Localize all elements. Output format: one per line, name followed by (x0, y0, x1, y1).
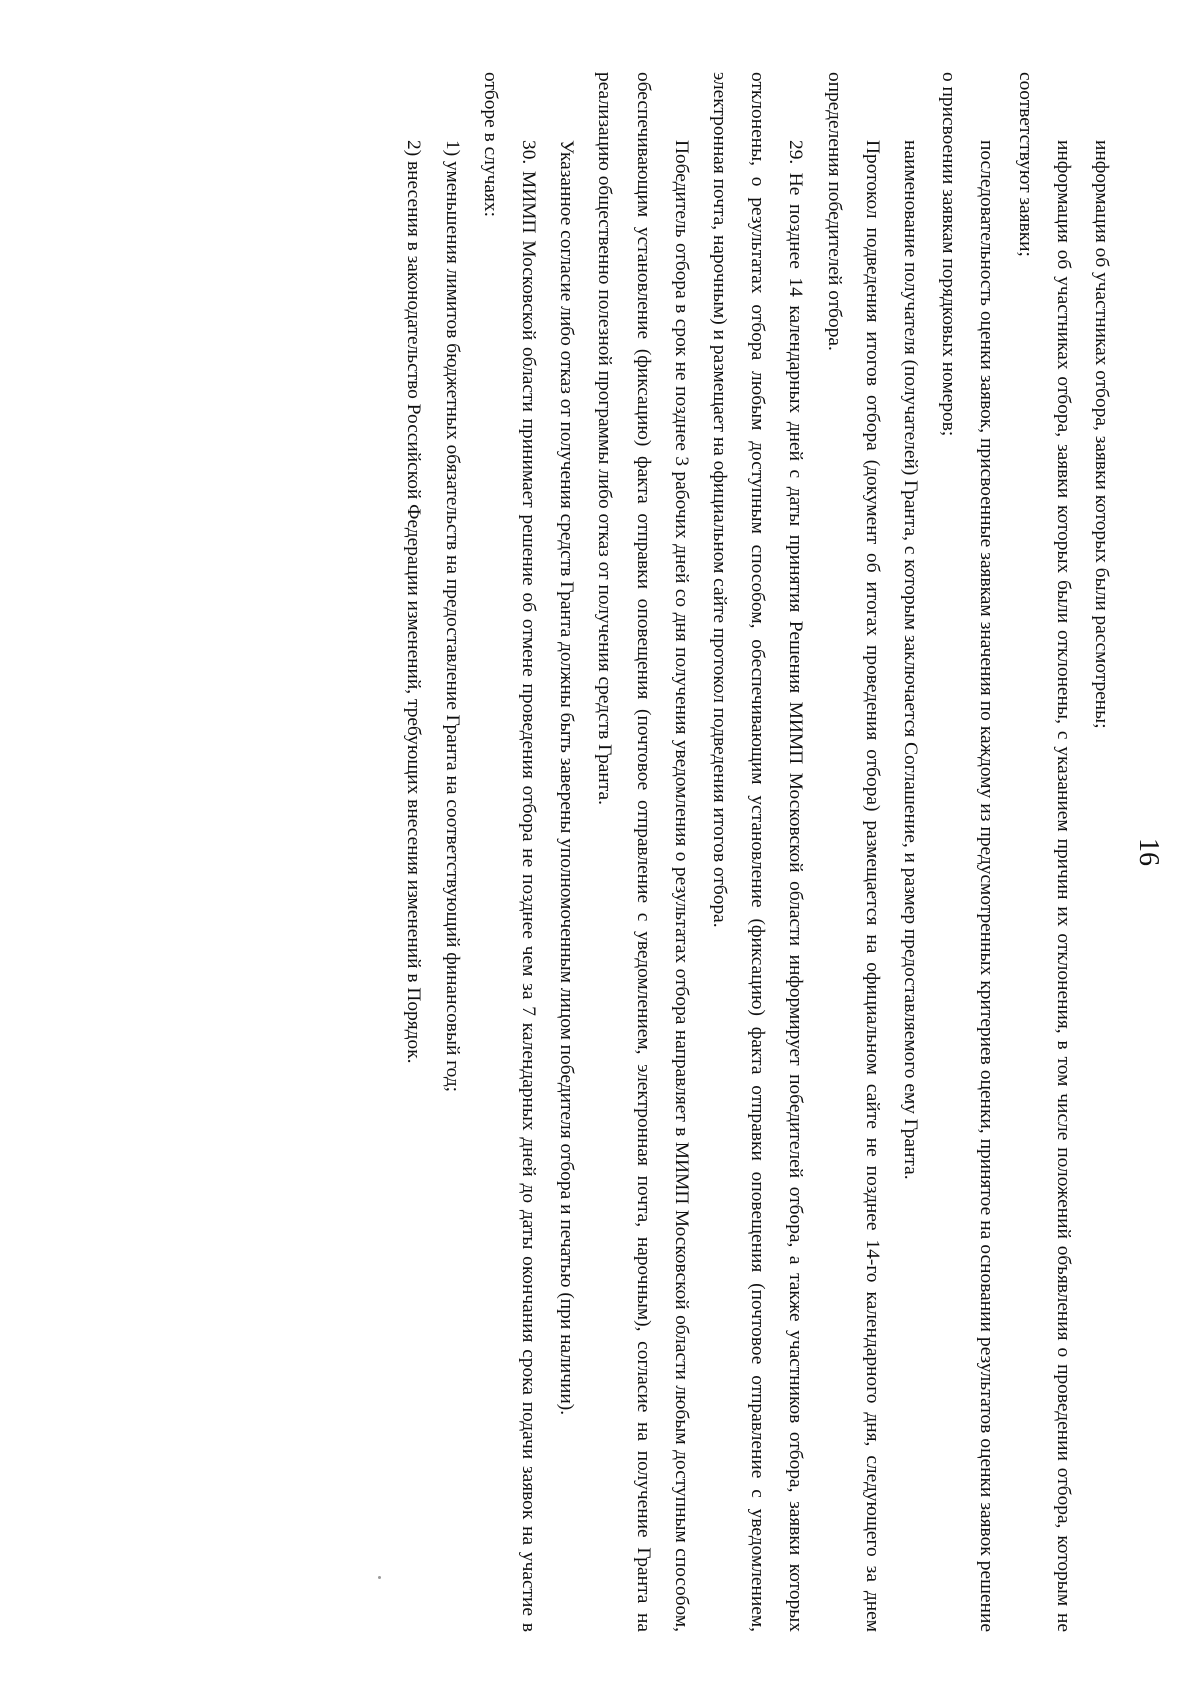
page-number: 16 (1133, 838, 1164, 866)
document-body (394, 72, 1120, 1632)
paragraph-participants-considered: информация об участниках отбора, заявки которых были рассмотрены; (1091, 140, 1112, 729)
paragraph-winner-consent: Победитель отбора в срок не позднее 3 рабочих дней со дня получения уведомления о результатах отбора направляет в МИМП Московской области любым доступным способом, обеспечивающим установление (фиксацию) факта отправки оповещения (почтовое отправление с уведомлением, электронная почта, нарочным), согласие на получение Гранта на реализацию общественно полезной программы либо отказ от получения средств Гранта. (594, 72, 692, 1632)
paragraph-grant-recipient: наименование получателя (получателей) Гранта, с которым заключается Соглашение, и размер предоставляемого ему Гранта. (899, 140, 921, 1180)
paragraph-clause-29: 29. Не позднее 14 календарных дней с даты принятия Решения МИМП Московской области информирует победителей отбора, а также участников отбора, заявки которых отклонены, о результатах отбора любым доступным способом, обеспечивающим установление (фиксацию) факта отправки оповещения (почтовое отправление с уведомлением, электронная почта, нарочным) и размещает на официальном сайте протокол подведения итогов отбора. (708, 72, 807, 1632)
rotated-document-page (108, 72, 1168, 1632)
paragraph-clause-30: 30. МИМП Московской области принимает решение об отмене проведения отбора не позднее чем за 7 календарных дней до даты окончания срока подачи заявок на участие в отборе в случаях: (479, 72, 539, 1632)
paragraph-consent-certification: Указанное согласие либо отказ от получения средств Гранта должны быть заверены уполномоченным лицом победителя отбора и печатью (при наличии). (556, 140, 578, 1416)
paragraph-participants-rejected: информация об участниках отбора, заявки которых были отклонены, с указанием причин их отклонения, в том числе положений объявления о проведении отбора, которым не соответствуют заявки; (1014, 72, 1074, 1632)
paragraph-protocol-publication: Протокол подведения итогов отбора (документ об итогах проведения отбора) размещается на официальном сайте не позднее 14-го календарного дня, следующего за днем определения победителей отбора. (823, 72, 883, 1632)
scan-speck (378, 1576, 381, 1579)
paragraph-evaluation-sequence: последовательность оценки заявок, присвоенные заявкам значения по каждому из предусмотренных критериев оценки, принятое на основании результатов оценки заявок решение о присвоении заявкам порядковых номеров; (938, 72, 998, 1632)
paragraph-case-1: 1) уменьшения лимитов бюджетных обязательств на предоставление Гранта на соответствующий финансовый год; (441, 140, 463, 1093)
paragraph-case-2: 2) внесения в законодательство Российской Федерации изменений, требующих внесения изменений в Порядок. (403, 140, 425, 1064)
